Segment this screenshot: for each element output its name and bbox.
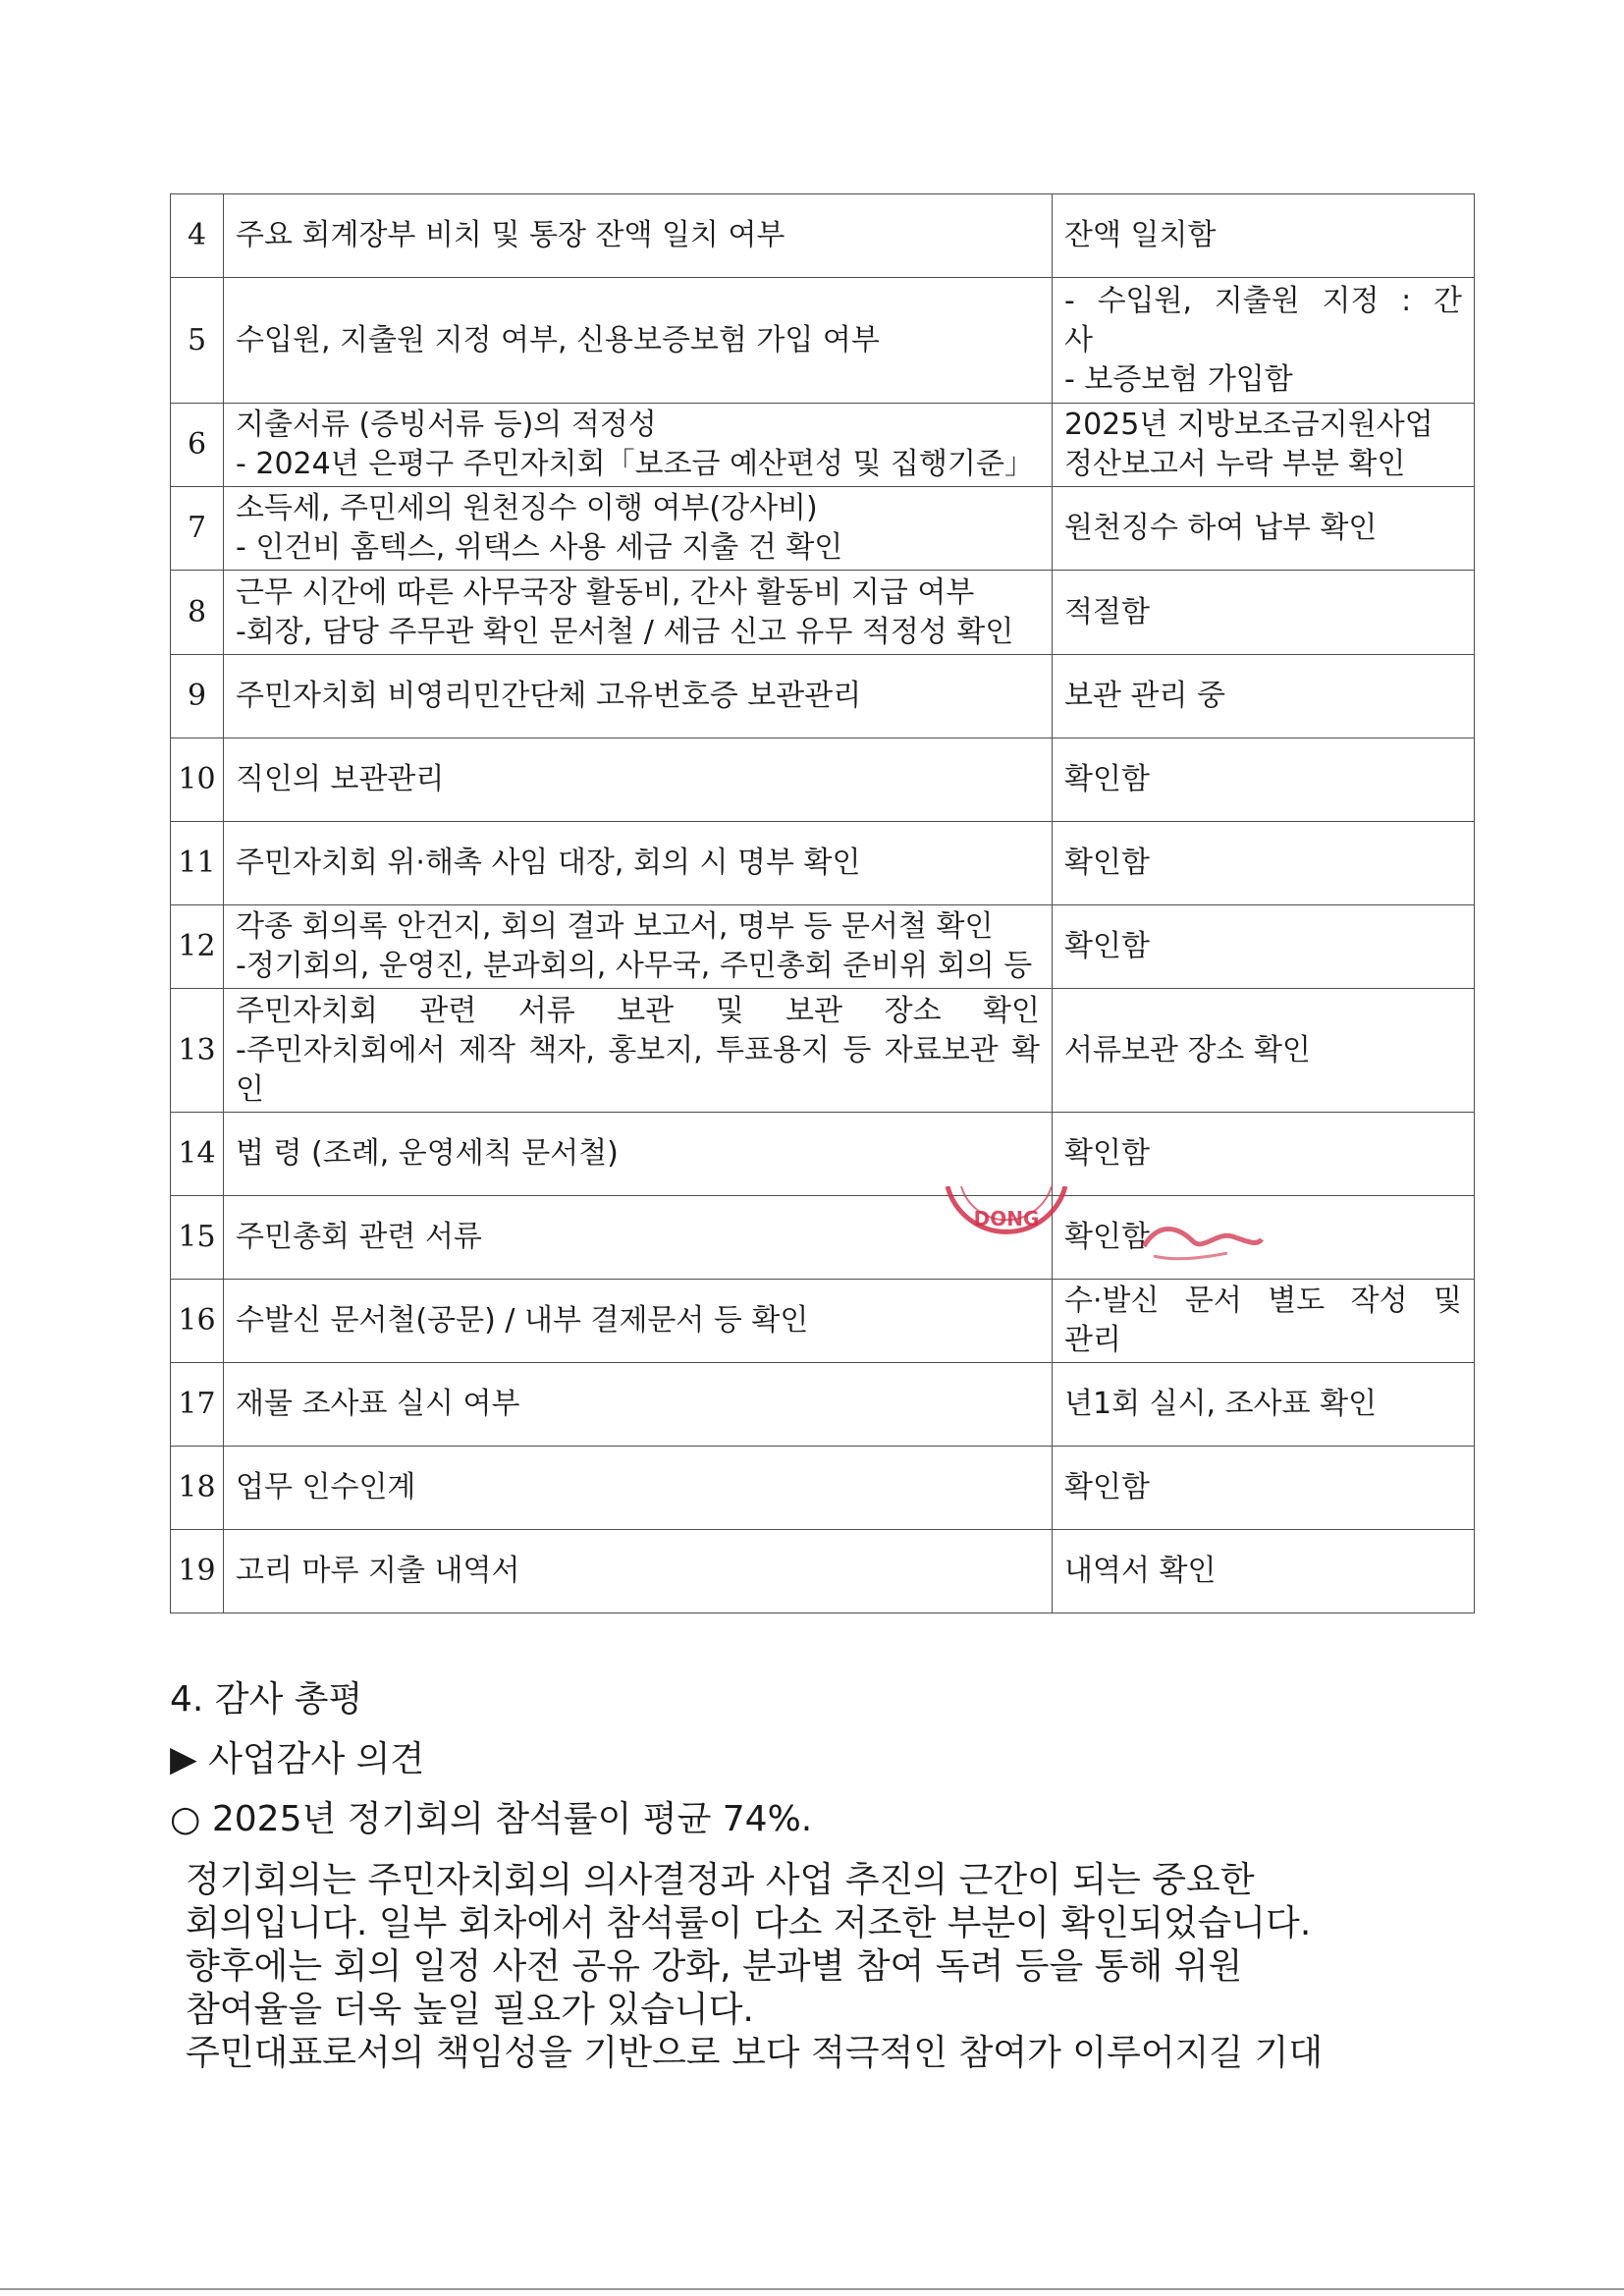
- audit-result-text: 확인함: [1064, 762, 1150, 796]
- table-row: [171, 1447, 1475, 1530]
- audit-result-text: 잔액 일치함: [1064, 218, 1217, 252]
- audit-result-text: - 수입원, 지출원 지정 : 간: [1064, 283, 1462, 318]
- audit-item-cell: [224, 1280, 1053, 1363]
- sub-heading: ▶ 사업감사 의견: [170, 1739, 425, 1779]
- audit-result-cell: [1053, 1530, 1475, 1613]
- page-bottom-rule: [0, 2288, 1624, 2290]
- audit-item-text: 근무 시간에 따른 사무국장 활동비, 간사 활동비 지급 여부: [236, 574, 975, 610]
- table-row: [171, 278, 1475, 404]
- audit-result-text: 내역서 확인: [1064, 1554, 1217, 1588]
- audit-result-text: 확인함: [1064, 846, 1150, 880]
- audit-result-text: 확인함: [1064, 1220, 1150, 1254]
- audit-item-cell: [224, 1113, 1053, 1196]
- audit-item-text: 주민자치회 비영리민간단체 고유번호증 보관관리: [236, 679, 862, 713]
- audit-result-cell: [1053, 655, 1475, 738]
- audit-item-cell: [224, 404, 1053, 487]
- audit-result-cell: [1053, 1280, 1475, 1363]
- audit-result-cell: [1053, 487, 1475, 571]
- signature-mark: [1139, 1212, 1267, 1271]
- audit-result-cell: [1053, 1363, 1475, 1447]
- table-row: [171, 1280, 1475, 1363]
- audit-item-cell: [224, 905, 1053, 989]
- row-number: 7: [171, 487, 224, 571]
- audit-result-cell: [1053, 1113, 1475, 1196]
- table-row: [171, 1530, 1475, 1613]
- audit-result-text: 사: [1064, 322, 1093, 357]
- audit-result-text: - 보증보험 가입함: [1064, 361, 1293, 397]
- row-number: 14: [171, 1113, 224, 1196]
- audit-result-text: 년1회 실시, 조사표 확인: [1064, 1387, 1378, 1421]
- audit-result-text: 원천징수 하여 납부 확인: [1064, 511, 1378, 545]
- paragraph-line: 향후에는 회의 일정 사전 공유 강화, 분과별 참여 독려 등을 통해 위원: [186, 1946, 1243, 1987]
- audit-item-cell: [224, 1363, 1053, 1447]
- audit-result-cell: [1053, 278, 1475, 404]
- audit-item-text: 수입원, 지출원 지정 여부, 신용보증보험 가입 여부: [236, 322, 880, 357]
- audit-result-text: 확인함: [1064, 1470, 1150, 1504]
- row-number: 18: [171, 1447, 224, 1530]
- row-number: 10: [171, 738, 224, 822]
- audit-item-text: 재물 조사표 실시 여부: [236, 1387, 520, 1421]
- audit-item-text: 인: [236, 1071, 264, 1107]
- row-number: 19: [171, 1530, 224, 1613]
- row-number: 17: [171, 1363, 224, 1447]
- row-number: 11: [171, 822, 224, 905]
- audit-result-text: 정산보고서 누락 부분 확인: [1064, 447, 1406, 481]
- row-number: 15: [171, 1196, 224, 1280]
- table-row: [171, 1113, 1475, 1196]
- audit-result-cell: [1053, 1447, 1475, 1530]
- row-number: 6: [171, 404, 224, 487]
- audit-result-text: 2025년 지방보조금지원사업: [1064, 408, 1434, 442]
- audit-item-text: 소득세, 주민세의 원천징수 이행 여부(강사비): [236, 491, 818, 525]
- audit-item-text: 각종 회의록 안건지, 회의 결과 보고서, 명부 등 문서철 확인: [236, 909, 994, 944]
- audit-item-text: 주요 회계장부 비치 및 통장 잔액 일치 여부: [236, 218, 785, 252]
- audit-item-text: -주민자치회에서 제작 책자, 홍보지, 투표용지 등 자료보관 확: [236, 1032, 1040, 1067]
- section-heading: 4. 감사 총평: [170, 1679, 363, 1720]
- audit-item-text: -회장, 담당 주무관 확인 문서철 / 세금 신고 유무 적정성 확인: [236, 614, 1014, 649]
- audit-table-body: [171, 194, 1475, 1613]
- row-number: 16: [171, 1280, 224, 1363]
- paragraph-line: 회의입니다. 일부 회차에서 참석률이 다소 저조한 부분이 확인되었습니다.: [186, 1903, 1312, 1943]
- audit-item-cell: [224, 278, 1053, 404]
- audit-item-cell: [224, 487, 1053, 571]
- table-row: [171, 194, 1475, 278]
- audit-item-text: -정기회의, 운영진, 분과회의, 사무국, 주민총회 준비위 회의 등: [236, 949, 1033, 983]
- table-row: [171, 487, 1475, 571]
- summary-point: ○ 2025년 정기회의 참석률이 평균 74%.: [170, 1799, 813, 1839]
- audit-item-cell: [224, 1447, 1053, 1530]
- audit-result-cell: [1053, 738, 1475, 822]
- audit-item-text: 업무 인수인계: [236, 1470, 416, 1504]
- audit-result-cell: [1053, 989, 1475, 1113]
- audit-item-text: 법 령 (조례, 운영세칙 문서철): [236, 1136, 619, 1171]
- audit-result-cell: [1053, 905, 1475, 989]
- table-row: [171, 655, 1475, 738]
- table-row: [171, 1196, 1475, 1280]
- summary-paragraph: [186, 1859, 1486, 2075]
- audit-result-cell: [1053, 571, 1475, 655]
- table-row: [171, 1363, 1475, 1447]
- audit-result-cell: [1053, 822, 1475, 905]
- audit-result-text: 확인함: [1064, 929, 1150, 963]
- audit-item-text: - 인건비 홈텍스, 위택스 사용 세금 지출 건 확인: [236, 530, 843, 565]
- row-number: 8: [171, 571, 224, 655]
- audit-item-text: 수발신 문서철(공문) / 내부 결제문서 등 확인: [236, 1303, 809, 1338]
- audit-item-text: 주민총회 관련 서류: [236, 1220, 482, 1254]
- audit-item-text: 주민자치회 위·해촉 사임 대장, 회의 시 명부 확인: [236, 846, 861, 880]
- audit-item-text: 고리 마루 지출 내역서: [236, 1554, 520, 1588]
- row-number: 5: [171, 278, 224, 404]
- table-row: [171, 571, 1475, 655]
- stamp-text: DONG: [973, 1207, 1040, 1230]
- table-row: [171, 404, 1475, 487]
- audit-result-text: 확인함: [1064, 1136, 1150, 1171]
- audit-item-cell: [224, 194, 1053, 278]
- audit-item-cell: [224, 1196, 1053, 1280]
- audit-result-cell: [1053, 404, 1475, 487]
- paragraph-line: 주민대표로서의 책임성을 기반으로 보다 적극적인 참여가 이루어지길 기대: [186, 2033, 1324, 2073]
- audit-item-text: - 2024년 은평구 주민자치회「보조금 예산편성 및 집행기준」: [236, 447, 1034, 481]
- audit-result-cell: [1053, 194, 1475, 278]
- audit-summary-section: [170, 1669, 1486, 2075]
- audit-item-cell: [224, 989, 1053, 1113]
- table-row: [171, 905, 1475, 989]
- audit-result-text: 서류보관 장소 확인: [1064, 1032, 1311, 1067]
- audit-result-text: 관리: [1064, 1323, 1121, 1357]
- audit-item-text: 주민자치회 관련 서류 보관 및 보관 장소 확인: [236, 993, 1040, 1028]
- audit-item-cell: [224, 655, 1053, 738]
- row-number: 9: [171, 655, 224, 738]
- audit-result-text: 보관 관리 중: [1064, 679, 1225, 713]
- official-seal-stamp: [938, 1186, 1075, 1275]
- row-number: 13: [171, 989, 224, 1113]
- table-row: [171, 738, 1475, 822]
- paragraph-line: 참여율을 더욱 높일 필요가 있습니다.: [186, 1990, 754, 2030]
- audit-item-text: 지출서류 (증빙서류 등)의 적정성: [236, 408, 657, 442]
- audit-result-text: 수·발신 문서 별도 작성 및: [1064, 1284, 1462, 1318]
- audit-item-cell: [224, 1530, 1053, 1613]
- row-number: 12: [171, 905, 224, 989]
- row-number: 4: [171, 194, 224, 278]
- audit-item-text: 직인의 보관관리: [236, 762, 445, 796]
- audit-item-cell: [224, 571, 1053, 655]
- audit-result-text: 적절함: [1064, 594, 1150, 629]
- audit-item-cell: [224, 822, 1053, 905]
- audit-item-cell: [224, 738, 1053, 822]
- table-row: [171, 822, 1475, 905]
- table-row: [171, 989, 1475, 1113]
- paragraph-line: 정기회의는 주민자치회의 의사결정과 사업 추진의 근간이 되는 중요한: [186, 1860, 1255, 1900]
- audit-checklist-table: [170, 193, 1475, 1613]
